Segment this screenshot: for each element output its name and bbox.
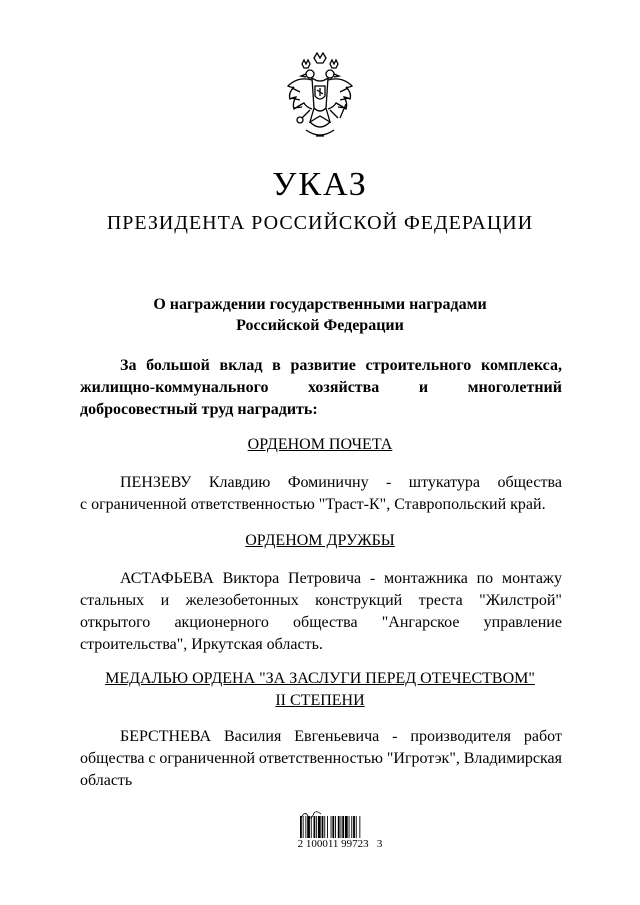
award-recipient-3 bbox=[80, 726, 562, 792]
preamble-line-3: добросовестный труд наградить: bbox=[80, 401, 318, 418]
subject-line-2: Российской Федерации bbox=[236, 317, 404, 334]
recipient-2-line-3: открытого акционерного общества "Ангарское управление bbox=[80, 614, 562, 631]
decree-preamble bbox=[80, 355, 562, 421]
award-recipient-1 bbox=[80, 472, 562, 516]
preamble-line-2: жилищно-коммунального хозяйства и многолетний bbox=[80, 379, 562, 396]
recipient-3-line-2: общества с ограниченной ответственностью "Игротэк", Владимирская bbox=[80, 750, 562, 767]
recipient-1-line-1: ПЕНЗЕВУ Клавдию Фоминичну - штукатура общества bbox=[120, 474, 562, 491]
recipient-2-line-4: строительства", Иркутская область. bbox=[80, 636, 323, 653]
recipient-1-line-2: с ограниченной ответственностью "Траст-К", Ставропольский край. bbox=[80, 496, 546, 513]
award-heading-order-of-honour: ОРДЕНОМ ПОЧЕТА bbox=[247, 436, 393, 453]
decree-title: УКАЗ bbox=[272, 166, 368, 203]
award-heading-medal-of-merit: МЕДАЛЬЮ ОРДЕНА "ЗА ЗАСЛУГИ ПЕРЕД ОТЕЧЕСТВОМ" II СТЕПЕНИ bbox=[105, 670, 535, 709]
barcode-icon bbox=[296, 808, 384, 860]
decree-subject bbox=[0, 294, 640, 336]
award-heading-order-of-friendship: ОРДЕНОМ ДРУЖБЫ bbox=[245, 532, 395, 549]
award-recipient-2 bbox=[80, 568, 562, 656]
decree-subtitle: ПРЕЗИДЕНТА РОССИЙСКОЙ ФЕДЕРАЦИИ bbox=[106, 212, 534, 234]
recipient-3-line-3: область bbox=[80, 772, 133, 789]
coat-of-arms-emblem bbox=[280, 52, 360, 144]
recipient-2-line-2: стальных и железобетонных конструкций треста "Жилстрой" bbox=[80, 592, 562, 609]
recipient-3-line-1: БЕРСТНЕВА Василия Евгеньевича - производителя работ bbox=[120, 728, 562, 745]
barcode-number: 2 100011 99723 3 bbox=[297, 838, 383, 850]
subject-line-1: О награждении государственными наградами bbox=[153, 296, 487, 313]
recipient-2-line-1: АСТАФЬЕВА Виктора Петровича - монтажника по монтажу bbox=[120, 570, 562, 587]
preamble-line-1: За большой вклад в развитие строительного комплекса, bbox=[120, 357, 562, 374]
